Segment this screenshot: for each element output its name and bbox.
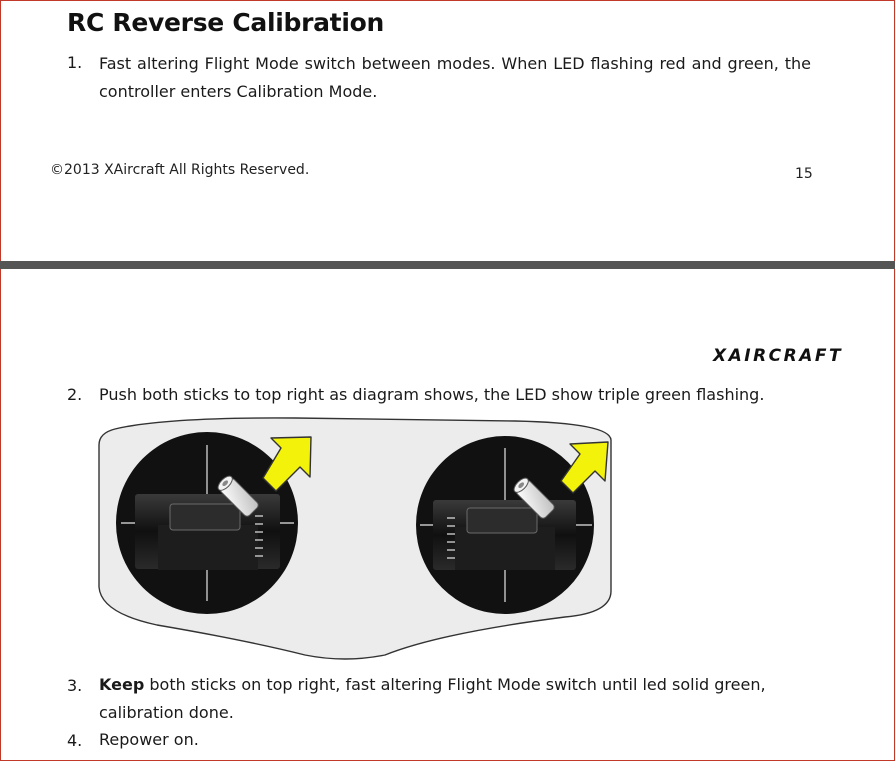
step-3-keyword: Keep [99, 675, 145, 694]
step-4-number: 4. [67, 731, 83, 750]
step-4-text: Repower on. [99, 730, 199, 749]
page-title: RC Reverse Calibration [67, 8, 384, 37]
right-stick-gimbal [416, 436, 594, 614]
step-3-text [99, 671, 819, 727]
footer-page-number: 15 [795, 166, 813, 182]
page-divider [0, 261, 895, 269]
rc-transmitter-diagram [95, 415, 617, 661]
step-2-number: 2. [67, 385, 83, 404]
step-1-text: Fast altering Flight Mode switch between modes. When LED flashing red and green, the controller enters Calibration Mode. [99, 54, 811, 101]
left-stick-gimbal [116, 432, 298, 614]
step-3-number: 3. [67, 676, 83, 695]
manual-page-15 [0, 0, 895, 261]
brand-logo: XAIRCRAFT [713, 346, 844, 366]
step-1-number: 1. [67, 53, 83, 72]
step-2-text: Push both sticks to top right as diagram shows, the LED show triple green flashing. [99, 385, 765, 404]
step-3-body: both sticks on top right, fast altering Flight Mode switch until led solid green, calibration done. [99, 675, 766, 722]
footer-copyright: ©2013 XAircraft All Rights Reserved. [50, 162, 310, 178]
